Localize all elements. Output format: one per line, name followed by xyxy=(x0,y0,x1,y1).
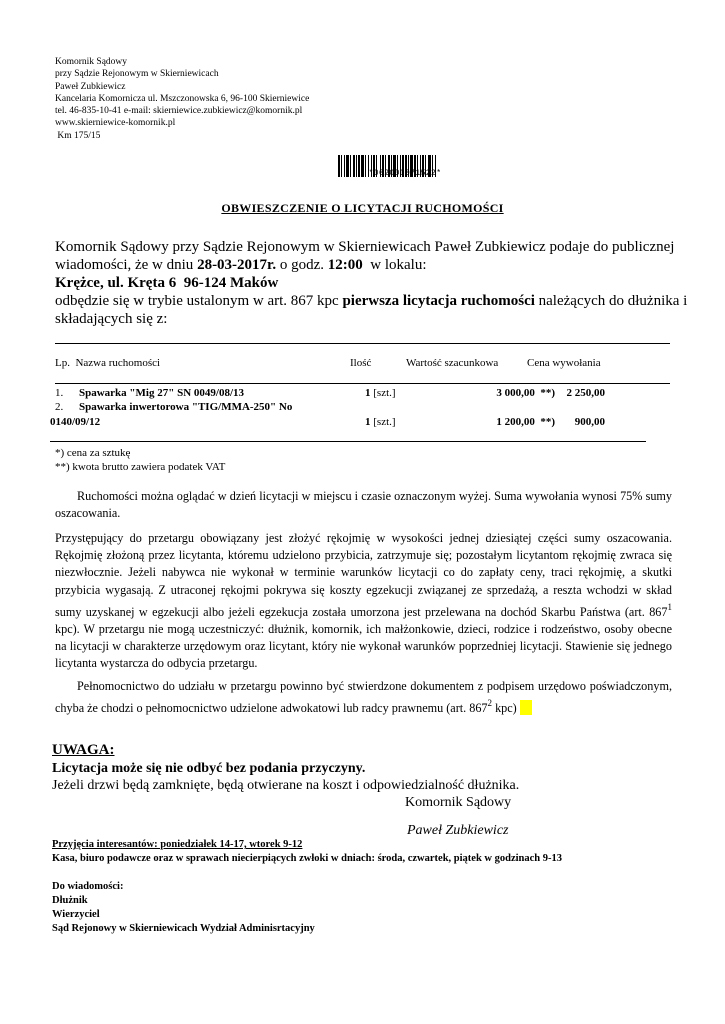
office-hours: Przyjęcia interesantów: poniedziałek 14-17, wtorek 9-12 xyxy=(52,839,303,850)
row-value: 3 000,00 **) xyxy=(496,387,555,399)
row-unit: [szt.] xyxy=(373,416,396,428)
row-price: 2 250,00 xyxy=(566,387,605,399)
row-lp: 2. xyxy=(55,401,64,413)
auction-date: 28-03-2017r. xyxy=(197,257,277,273)
intro-text: odbędzie się w trybie ustalonym w art. 867 kpc xyxy=(55,293,343,309)
case-number: Km 175/15 xyxy=(55,130,101,141)
intro-line xyxy=(55,292,688,310)
intro-line xyxy=(55,256,680,274)
cc-recipient: Wierzyciel xyxy=(52,909,100,920)
row-lp: 1. xyxy=(55,387,64,399)
cc-recipient: Dłużnik xyxy=(52,895,88,906)
footnote: **) kwota brutto zawiera podatek VAT xyxy=(55,461,226,473)
cc-heading: Do wiadomości: xyxy=(52,881,124,892)
footnotes xyxy=(55,446,225,474)
table-row xyxy=(50,401,670,431)
intro-text: w lokalu: xyxy=(362,257,427,273)
paragraph-power-of-attorney xyxy=(55,678,672,717)
intro xyxy=(55,238,688,328)
warning-heading: UWAGA: xyxy=(52,742,115,758)
office-header xyxy=(55,56,309,142)
row-name-cont: 0140/09/12 xyxy=(50,416,101,428)
paragraph-text: kpc) xyxy=(492,701,517,716)
row-unit: [szt.] xyxy=(373,387,396,399)
intro-text: należących do dłużnika i xyxy=(534,293,688,309)
superscript: 1 xyxy=(667,601,672,612)
superscript: 2 xyxy=(487,698,493,709)
row-value: 1 200,00 **) xyxy=(496,416,555,428)
row-qty xyxy=(365,416,396,428)
document-title: OBWIESZCZENIE O LICYTACJI RUCHOMOŚCI xyxy=(221,201,504,215)
auction-type: pierwsza licytacja ruchomości xyxy=(342,293,535,309)
col-header-qty: Ilość xyxy=(350,357,372,369)
header-line: www.skierniewice-komornik.pl xyxy=(55,118,176,129)
table-header-rule xyxy=(55,383,670,384)
auction-time: 12:00 xyxy=(327,257,363,273)
header-line: Paweł Zubkiewicz xyxy=(55,81,126,92)
intro-text: o godz. xyxy=(276,257,328,273)
warning-line: Jeżeli drzwi będą zamknięte, będą otwierane na koszt i odpowiedzialność dłużnika. xyxy=(52,778,520,793)
row-qty-value: 1 xyxy=(365,416,371,428)
row-price: 900,00 xyxy=(574,416,605,428)
intro-line: Komornik Sądowy przy Sądzie Rejonowym w Skierniewicach Paweł Zubkiewicz podaje do publicznej xyxy=(55,239,675,255)
warning-line: Licytacja może się nie odbyć bez podania przyczyny. xyxy=(52,761,366,776)
table-top-rule xyxy=(55,343,670,344)
intro-line: składających się z: xyxy=(55,311,168,327)
header-line: przy Sądzie Rejonowym w Skierniewicach xyxy=(55,69,219,80)
intro-text: wiadomości, że w dniu xyxy=(55,257,198,273)
col-header-value: Wartość szacunkowa xyxy=(406,357,499,369)
auction-location: Krężce, ul. Kręta 6 96-124 Maków xyxy=(55,275,279,291)
paragraph-deposit xyxy=(55,530,672,673)
row-name: Spawarka inwertorowa "TIG/MMA-250" No xyxy=(79,401,293,413)
signature-name: Paweł Zubkiewicz xyxy=(407,823,509,838)
col-header-price: Cena wywołania xyxy=(527,357,601,369)
barcode-text: *002000071522* xyxy=(368,169,442,178)
cc-recipient: Sąd Rejonowy w Skierniewicach Wydział Adminisrtacyjny xyxy=(52,923,315,934)
footnote: *) cena za sztukę xyxy=(55,447,131,459)
paragraph-text: Przystępujący do przetargu obowiązany jest złożyć rękojmię w wysokości jednej dziesiątej części sumy oszacowania. Rękojmię złożoną przez licytanta, któremu udzielono przybicia, zatrzymuje się; pozostałym licytantom rękojmię zwraca się niezwłocznie. Jeżeli nabywca nie wykonał w terminie warunków licytacji co do zapłaty ceny, traci rękojmię, a skutki przybicia wygasają. Z utraconej rękojmi pokrywa się koszty egzekucji związanej ze sprzedażą, a reszta wchodzi w skład sumy uzyskanej w egzekucji albo jeżeli egzekucja została umorzona jest przelewana na dochód Skarbu Państwa (art. 867 xyxy=(55,531,672,619)
paragraph-text: kpc). W przetargu nie mogą uczestniczyć: dłużnik, komornik, ich małżonkowie, dzieci, rodzice i rodzeństwo, osoby obecne na licytacji w charakterze urzędowym oraz licytant, który nie wykonał warunków poprzedniej licytacji. Stawienie się jednego licytanta wystarcza do odbycia przetargu. xyxy=(55,622,672,671)
row-qty-value: 1 xyxy=(365,387,371,399)
header-line: Komornik Sądowy xyxy=(55,57,128,67)
table-row xyxy=(55,387,670,401)
col-header-name: Lp. Nazwa ruchomości xyxy=(55,357,161,369)
row-name: Spawarka "Mig 27" SN 0049/08/13 xyxy=(79,387,245,399)
cash-office-hours: Kasa, biuro podawcze oraz w sprawach niecierpiących zwłoki w dniach: środa, czwartek, piątek w godzinach 9-13 xyxy=(52,853,563,864)
signature-title: Komornik Sądowy xyxy=(405,795,512,810)
row-qty xyxy=(365,387,396,399)
header-line: tel. 46-835-10-41 e-mail: skierniewice.zubkiewicz@komornik.pl xyxy=(55,106,303,117)
paragraph-viewing: Ruchomości można oglądać w dzień licytacji w miejscu i czasie oznaczonym wyżej. Suma wywołania wynosi 75% sumy oszacowania. xyxy=(55,489,672,521)
paragraph-text: Pełnomocnictwo do udziału w przetargu powinno być stwierdzone dokumentem z podpisem urzędowo poświadczonym, chyba że chodzi o pełnomocnictwo udzielone adwokatowi lub radcy prawnemu (art. 867 xyxy=(55,679,672,716)
header-line: Kancelaria Komornicza ul. Mszczonowska 6, 96-100 Skierniewice xyxy=(55,93,310,104)
cc-list xyxy=(52,880,315,936)
table-bottom-rule xyxy=(50,441,646,442)
highlight-mark xyxy=(520,700,532,715)
